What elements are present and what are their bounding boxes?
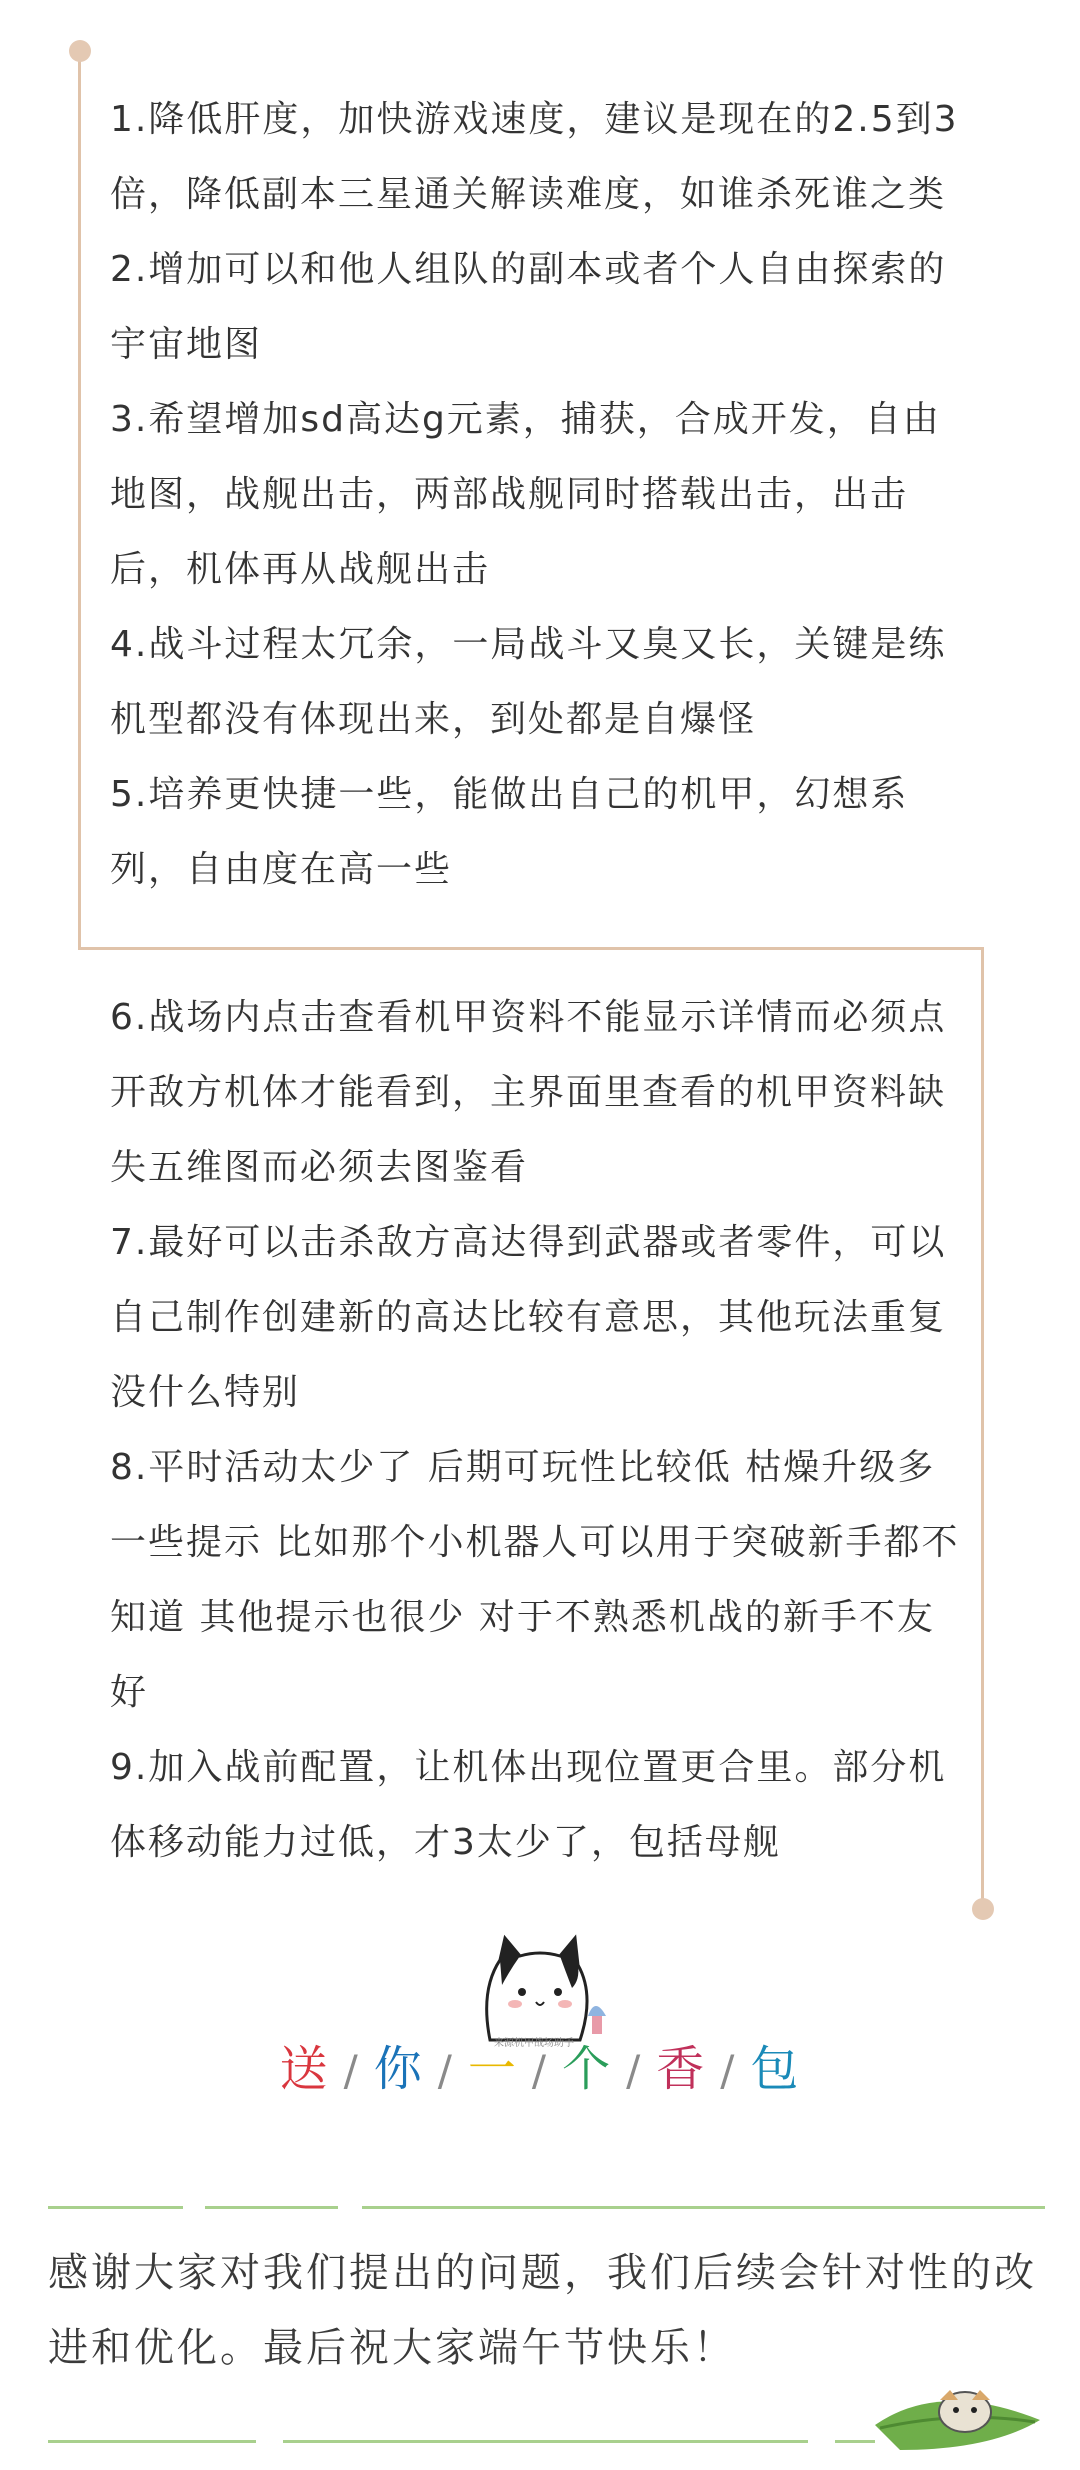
sign-separator: /: [343, 2046, 360, 2095]
sign-char: 包: [750, 2041, 801, 2097]
sign-separator: /: [437, 2046, 454, 2095]
list-item: 2.增加可以和他人组队的副本或者个人自由探索的宇宙地图: [110, 249, 947, 365]
zongzi-leaf-icon: [870, 2380, 1050, 2470]
list-item: 9.加入战前配置，让机体出现位置更合里。部分机体移动能力过低，才3太少了，包括母舰: [110, 1747, 947, 1863]
sign-separator: /: [720, 2046, 737, 2095]
frame-line-middle: [78, 947, 984, 950]
thanks-message: 感谢大家对我们提出的问题，我们后续会针对性的改进和优化。最后祝大家端午节快乐！: [48, 2250, 1037, 2371]
list-item: 5.培养更快捷一些，能做出自己的机甲，幻想系列，自由度在高一些: [110, 774, 909, 890]
divider-line: [205, 2206, 338, 2209]
frame-dot-top: [69, 40, 91, 62]
sign-char: 你: [373, 2041, 424, 2097]
frame-line-left-top: [78, 50, 81, 950]
sign-separator: /: [626, 2046, 643, 2095]
list-item: 3.希望增加sd高达g元素，捕获，合成开发，自由地图，战舰出击，两部战舰同时搭载出击，出击后，机体再从战舰出击: [110, 399, 941, 590]
list-item: 6.战场内点击查看机甲资料不能显示详情而必须点开敌方机体才能看到，主界面里查看的机甲资料缺失五维图而必须去图鉴看: [110, 997, 947, 1188]
list-item: 8.平时活动太少了 后期可玩性比较低 枯燥升级多一些提示 比如那个小机器人可以用于突破新手都不知道 其他提示也很少 对于不熟悉机战的新手不友好: [110, 1447, 960, 1713]
divider-line: [48, 2440, 256, 2443]
watermark-label: 来源机甲战场助手: [494, 2038, 574, 2049]
divider-line: [362, 2206, 1045, 2209]
divider-line: [283, 2440, 808, 2443]
sign-char: 香: [656, 2041, 707, 2097]
list-item: 4.战斗过程太冗余，一局战斗又臭又长，关键是练机型都没有体现出来，到处都是自爆怪: [110, 624, 947, 740]
sign-char: 个: [562, 2041, 613, 2097]
sign-separator: /: [531, 2046, 549, 2095]
divider-line: [835, 2440, 875, 2443]
sign-slogan: [0, 2030, 1080, 2099]
divider-line: [48, 2206, 183, 2209]
list-item: 1.降低肝度，加快游戏速度，建议是现在的2.5到3倍，降低副本三星通关解读难度，如谁杀死谁之类: [110, 99, 959, 215]
sign-char: 送: [279, 2041, 330, 2097]
list-item: 7.最好可以击杀敌方高达得到武器或者零件，可以自己制作创建新的高达比较有意思，其他玩法重复没什么特别: [110, 1222, 947, 1413]
frame-dot-bottom: [972, 1898, 994, 1920]
frame-line-right: [981, 947, 984, 1907]
sign-char: 一: [467, 2041, 518, 2097]
